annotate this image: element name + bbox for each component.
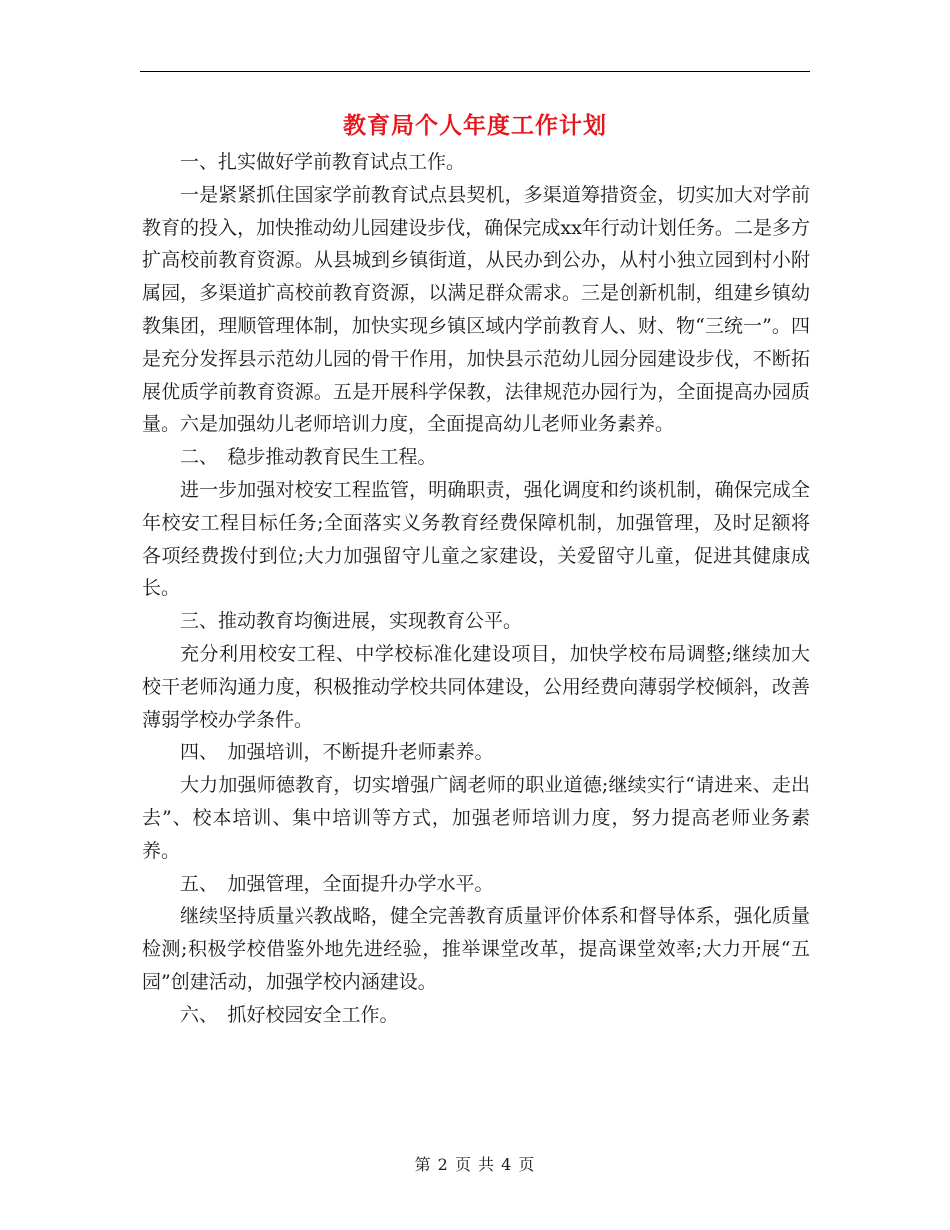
section-heading-6: 六、 抓好校园安全工作。 xyxy=(180,1003,399,1026)
section-heading-3: 三、推动教育均衡进展，实现教育公平。 xyxy=(180,610,523,633)
section-paragraph-5: 继续坚持质量兴教战略，健全完善教育质量评价体系和督导体系，强化质量检测;积极学校借鉴外地先进经验，推举课堂改革，提高课堂效率;大力开展“五园”创建活动，加强学校内涵建设。 xyxy=(142,905,810,993)
header-rule xyxy=(140,71,810,72)
section-paragraph-3: 充分利用校安工程、中学校标准化建设项目，加快学校布局调整;继续加大校干老师沟通力度，积极推动学校共同体建设，公用经费向薄弱学校倾斜，改善薄弱学校办学条件。 xyxy=(142,642,810,731)
section-heading-4: 四、 加强培训，不断提升老师素养。 xyxy=(180,741,494,764)
section-heading-1: 一、扎实做好学前教育试点工作。 xyxy=(180,151,466,173)
section-heading-2: 二、 稳步推动教育民生工程。 xyxy=(180,446,437,469)
section-heading-5: 五、 加强管理，全面提升办学水平。 xyxy=(180,872,494,895)
section-paragraph-2: 进一步加强对校安工程监管，明确职责，强化调度和约谈机制，确保完成全年校安工程目标任务;全面落实义务教育经费保障机制，加强管理，及时足额将各项经费拨付到位;大力加强留守儿童之家建设，关爱留守儿童，促进其健康成长。 xyxy=(142,478,810,600)
document-title: 教育局个人年度工作计划 xyxy=(343,112,607,139)
section-paragraph-4: 大力加强师德教育，切实增强广阔老师的职业道德;继续实行“请进来、走出去”、校本培训、集中培训等方式，加强老师培训力度，努力提高老师业务素养。 xyxy=(142,774,810,862)
page-number-footer: 第 2 页 共 4 页 xyxy=(414,1155,536,1174)
document-body xyxy=(142,146,810,1032)
section-paragraph-1: 一是紧紧抓住国家学前教育试点县契机，多渠道筹措资金，切实加大对学前教育的投入，加快推动幼儿园建设步伐，确保完成xx年行动计划任务。二是多方扩高校前教育资源。从县城到乡镇街道，从民办到公办，从村小独立园到村小附属园，多渠道扩高校前教育资源，以满足群众需求。三是创新机制，组建乡镇幼教集团，理顺管理体制，加快实现乡镇区域内学前教育人、财、物“三统一”。四是充分发挥县示范幼儿园的骨干作用，加快县示范幼儿园分园建设步伐，不断拓展优质学前教育资源。五是开展科学保教，法律规范办园行为，全面提高办园质量。六是加强幼儿老师培训力度，全面提高幼儿老师业务素养。 xyxy=(142,183,810,436)
